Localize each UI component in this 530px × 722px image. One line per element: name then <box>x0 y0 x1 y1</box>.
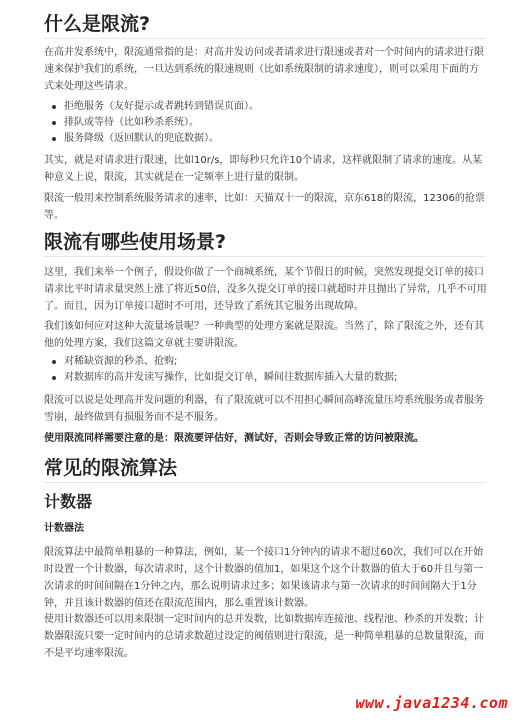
list-item <box>44 131 484 147</box>
list-item <box>44 370 484 386</box>
list-item-text: 排队或等待（比如秒杀系统）。 <box>64 117 199 128</box>
list-item <box>44 354 484 370</box>
heading-counter: 计数器 <box>44 492 93 511</box>
bullet-icon <box>52 360 56 364</box>
list-item-text: 服务降级（返回默认的兜底数据）。 <box>64 133 219 144</box>
heading-divider <box>44 38 486 39</box>
list-item <box>44 115 484 131</box>
heading-algorithms: 常见的限流算法 <box>44 457 178 479</box>
list-item-text: 对稀缺资源的秒杀、抢购; <box>64 356 178 367</box>
list-item-text: 对数据库的高并发读写操作，比如提交订单，瞬间往数据库插入大量的数据; <box>64 372 398 383</box>
paragraph-story: 这里，我们来举一个例子，假设你做了一个商城系统，某个节假日的时候，突然发现提交订单的接口请求比平时请求量突然上涨了将近50倍，没多久提交订单的接口就超时并且抛出了异常，几乎不可用了。而且，因为订单接口超时不可用，还导致了系统其它服务出现故障。 <box>44 267 487 312</box>
paragraph-counter-algorithm: 限流算法中最简单粗暴的一种算法，例如，某一个接口1分钟内的请求不超过60次，我们可以在开始时设置一个计数器，每次请求时，这个计数器的值加1，如果这个这个计数器的值大于60并且与第一次请求的时间间隔在1分钟之内，那么说明请求过多；如果该请求与第一次请求的时间间隔大于1分钟，并且该计数器的值还在限流范围内，那么重置该计数器。 <box>44 547 484 609</box>
paragraph-examples: 限流一般用来控制系统服务请求的速率，比如：天猫双十一的限流，京东618的限流，12306的抢票等。 <box>44 193 485 221</box>
heading-divider <box>44 256 486 257</box>
bullet-icon <box>52 121 56 125</box>
list-item <box>44 99 484 115</box>
paragraph-question: 我们该如何应对这种大流量场景呢？一种典型的处理方案就是限流。当然了，除了限流之外，还有其他的处理方案，我们这篇文章就主要讲限流。 <box>44 321 484 349</box>
paragraph-explain: 其实，就是对请求进行限速，比如10r/s，即每秒只允许10个请求，这样就限制了请求的速度。从某种意义上说，限流，其实就是在一定频率上进行量的限制。 <box>44 155 483 183</box>
heading-what-is-rate-limiting: 什么是限流? <box>44 13 151 35</box>
handling-options-list <box>44 99 484 147</box>
paragraph-summary: 限流可以说是处理高并发问题的利器，有了限流就可以不用担心瞬间高峰流量压垮系统服务或者服务雪崩，最终做到有损服务而不是不服务。 <box>44 395 484 423</box>
bullet-icon <box>52 137 56 141</box>
heading-use-cases: 限流有哪些使用场景? <box>44 231 227 253</box>
heading-counter-method: 计数器法 <box>44 523 84 534</box>
bullet-icon <box>52 376 56 380</box>
paragraph-counter-concurrency: 使用计数器还可以用来限制一定时间内的总并发数，比如数据库连接池、线程池、秒杀的并发数；计数器限流只要一定时间内的总请求数超过设定的阀值则进行限流，是一种简单粗暴的总数量限流，而不是平均速率限流。 <box>44 614 484 659</box>
list-item-text: 拒绝服务（友好提示或者跳转到错误页面）。 <box>64 101 259 112</box>
paragraph-warning: 使用限流同样需要注意的是：限流要评估好，测试好，否则会导致正常的访问被限流。 <box>44 433 424 444</box>
scenarios-list <box>44 354 484 386</box>
site-watermark: www.java1234.com <box>355 694 508 712</box>
heading-divider <box>44 482 486 483</box>
paragraph-intro: 在高并发系统中，限流通常指的是：对高并发访问或者请求进行限速或者对一个时间内的请求进行限速来保护我们的系统，一旦达到系统的限速规则（比如系统限制的请求速度），则可以采用下面的方式来处理这些请求。 <box>44 47 484 92</box>
bullet-icon <box>52 105 56 109</box>
